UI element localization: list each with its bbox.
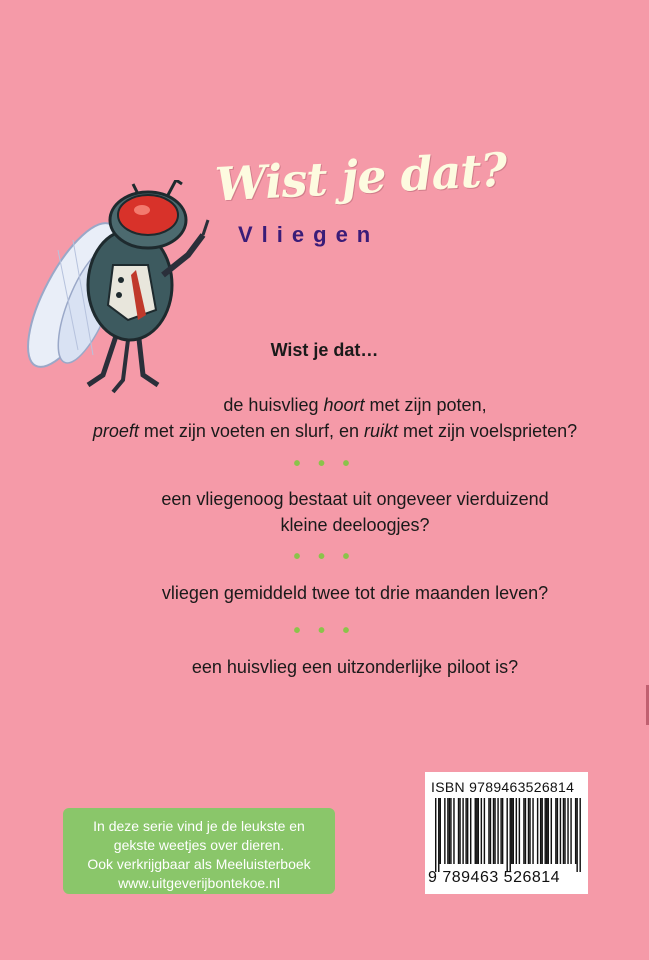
info-line-1: In deze serie vind je de leukste en [93,818,305,834]
series-info-box [63,808,335,894]
intro-heading: Wist je dat… [270,340,379,360]
info-line-2: gekste weetjes over dieren. [113,837,285,853]
fact-1 [60,392,649,444]
fact-3: vliegen gemiddeld twee tot drie maanden leven? [161,583,549,603]
fact-1-line-1: de huisvlieg hoort met zijn poten, [223,395,487,415]
fact-2-line-2: kleine deeloogjes? [280,515,430,535]
fly-illustration [18,180,238,400]
fact-1-line-2: proeft met zijn voeten en slurf, en ruikt met zijn voelsprieten? [92,421,578,441]
info-line-3: Ook verkrijgbaar als Meeluisterboek [87,856,311,872]
separator-dots-3: • • • [293,620,356,642]
isbn-barcode [425,772,588,894]
separator-dots-1: • • • [293,453,356,475]
fact-4: een huisvlieg een uitzonderlijke piloot is? [191,657,519,677]
fact-2-line-1: een vliegenoog bestaat uit ongeveer vierduizend [161,489,549,509]
fact-2 [60,486,649,538]
publisher-url: www.uitgeverijbontekoe.nl [118,875,280,891]
series-title: Wist je dat? [213,142,508,212]
book-subtitle: Vliegen [238,222,380,247]
barcode-bars [435,798,581,872]
barcode-digits: 9 789463 526814 [428,869,561,886]
isbn-label: ISBN 9789463526814 [431,779,575,795]
separator-dots-2: • • • [293,546,356,568]
